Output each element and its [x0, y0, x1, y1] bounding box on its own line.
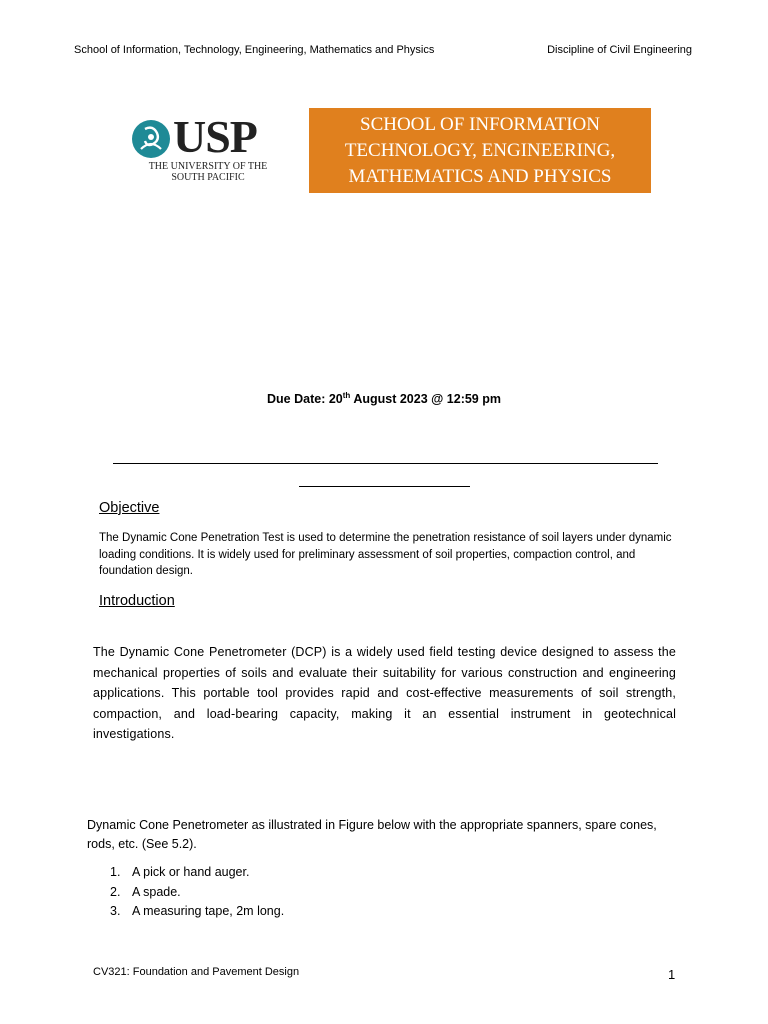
list-item-label: A pick or hand auger. — [132, 865, 250, 879]
list-item-label: A measuring tape, 2m long. — [132, 904, 285, 918]
list-item-number: 1. — [110, 865, 121, 879]
page-number: 1 — [668, 967, 676, 982]
list-item-number: 2. — [110, 884, 121, 899]
banner-line3: MATHEMATICS AND PHYSICS — [348, 166, 612, 187]
due-date-rest: August 2023 @ 12:59 pm — [350, 392, 501, 407]
list-item-number: 3. — [110, 904, 121, 918]
banner-line1: SCHOOL OF INFORMATION — [360, 114, 600, 135]
list-item — [110, 883, 284, 903]
usp-wordmark: USP — [173, 111, 257, 162]
divider-long — [113, 463, 658, 464]
due-date-prefix: Due Date: 20 — [267, 392, 343, 407]
list-item — [110, 902, 284, 922]
list-item-label: A spade. — [132, 884, 181, 899]
usp-logo — [131, 111, 285, 183]
due-date — [0, 391, 768, 406]
due-date-ordinal: th — [342, 391, 351, 400]
usp-emblem-icon — [131, 119, 171, 159]
school-banner — [309, 108, 651, 193]
objective-text: The Dynamic Cone Penetration Test is used to determine the penetration resistance of soil layers under dynamic loading conditions. It is widely used for preliminary assessment of soil properties, compaction control, and foundation design. — [99, 532, 672, 577]
usp-logo-subtitle — [133, 161, 283, 183]
divider-short — [299, 486, 470, 487]
introduction-text: The Dynamic Cone Penetrometer (DCP) is a widely used field testing device designed to assess the mechanical properties of soils and evaluate their suitability for various construction and engineering applications. This portable tool provides rapid and cost-effective measurements of soil strength, compaction, and load-bearing capacity, making it an essential instrument in geotechnical investigations. — [93, 645, 676, 741]
usp-logo-subtitle-line2: SOUTH PACIFIC — [171, 172, 245, 183]
equipment-text: Dynamic Cone Penetrometer as illustrated in Figure below with the appropriate spanners, spare cones, rods, etc. (See 5.2). — [87, 818, 657, 851]
footer-course: CV321: Foundation and Pavement Design — [93, 966, 300, 978]
objective-heading: Objective — [99, 500, 160, 516]
header-discipline: Discipline of Civil Engineering — [547, 44, 692, 56]
header-school: School of Information, Technology, Engineering, Mathematics and Physics — [74, 44, 435, 56]
introduction-heading: Introduction — [99, 593, 175, 609]
equipment-list — [110, 863, 284, 922]
usp-logo-subtitle-line1: THE UNIVERSITY OF THE — [148, 161, 268, 172]
banner-line2: TECHNOLOGY, ENGINEERING, — [344, 140, 616, 161]
list-item — [110, 863, 284, 883]
